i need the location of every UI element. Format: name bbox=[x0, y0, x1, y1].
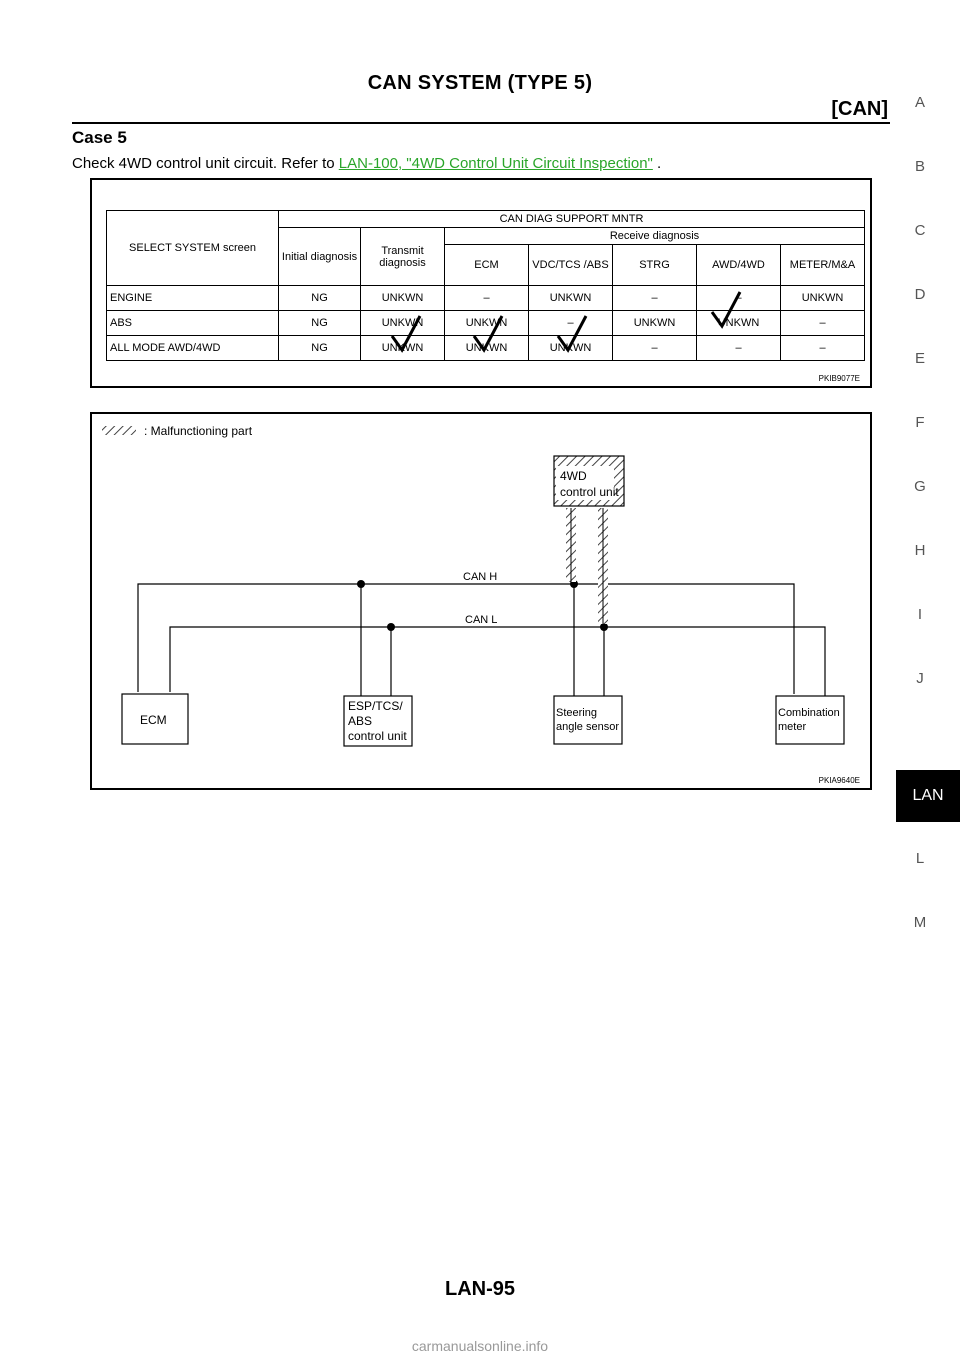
can-l-bus bbox=[170, 627, 825, 696]
legend-text: : Malfunctioning part bbox=[144, 424, 253, 438]
side-index-c[interactable]: C bbox=[914, 222, 926, 239]
side-index-b[interactable]: B bbox=[914, 158, 925, 175]
page-title: CAN SYSTEM (TYPE 5) bbox=[367, 72, 593, 94]
table-cell: – bbox=[529, 311, 613, 336]
side-index-a[interactable]: A bbox=[914, 94, 925, 111]
table-cell: UNKWN bbox=[361, 336, 445, 361]
figure-id: PKIA9640E bbox=[818, 776, 860, 785]
table-cell: UNKWN bbox=[781, 286, 865, 311]
can-h-label: CAN H bbox=[463, 571, 498, 583]
steering-can-l-junction bbox=[600, 623, 608, 631]
fourwd-label-line-1: 4WD bbox=[560, 469, 587, 483]
case-heading: Case 5 bbox=[72, 128, 127, 147]
table-cell: UNKWN bbox=[445, 336, 529, 361]
check-mark-icon bbox=[474, 316, 502, 350]
receive-diagnosis-header: Receive diagnosis bbox=[445, 228, 865, 245]
table-cell: NG bbox=[279, 286, 361, 311]
instruction-suffix: . bbox=[652, 155, 662, 172]
combination-label-line-1: Combination bbox=[778, 707, 840, 719]
side-index bbox=[896, 0, 960, 1358]
side-index-e[interactable]: E bbox=[914, 350, 925, 367]
esp-label-line-1: ESP/TCS/ bbox=[348, 699, 403, 713]
table-cell: UNKWN bbox=[529, 336, 613, 361]
transmit-diagnosis-header: Transmit diagnosis bbox=[361, 228, 445, 286]
instruction-text bbox=[72, 155, 661, 172]
side-index-f[interactable]: F bbox=[915, 414, 925, 431]
initial-diagnosis-header: Initial diagnosis bbox=[279, 228, 361, 286]
side-index-g[interactable]: G bbox=[914, 478, 926, 495]
row-label: ABS bbox=[107, 311, 279, 336]
check-mark-icon bbox=[712, 292, 740, 326]
col-meter: METER/M&A bbox=[781, 245, 865, 286]
side-index-d[interactable]: D bbox=[914, 286, 926, 303]
combination-label-line-2: meter bbox=[778, 721, 807, 733]
instruction-prefix: Check 4WD control unit circuit. Refer to bbox=[72, 155, 339, 172]
figure-id: PKIB9077E bbox=[818, 374, 860, 383]
fourwd-label-line-2: control unit bbox=[560, 485, 619, 499]
section-tag: [CAN] bbox=[831, 98, 888, 120]
watermark: carmanualsonline.info bbox=[411, 1338, 549, 1354]
table-cell: – bbox=[445, 286, 529, 311]
table-cell: UNKWN bbox=[697, 311, 781, 336]
side-index-l[interactable]: L bbox=[915, 850, 925, 867]
table-cell: NG bbox=[279, 336, 361, 361]
combination-meter-box bbox=[776, 696, 844, 744]
legend-hatch-swatch bbox=[102, 426, 136, 435]
table-cell: – bbox=[613, 286, 697, 311]
side-index-lan[interactable]: LAN bbox=[896, 770, 960, 822]
table-cell: – bbox=[613, 336, 697, 361]
select-system-header: SELECT SYSTEM screen bbox=[107, 211, 279, 286]
row-label: ALL MODE AWD/4WD bbox=[107, 336, 279, 361]
esp-can-l-junction bbox=[387, 623, 395, 631]
steering-label-line-1: Steering bbox=[556, 707, 597, 719]
table-cell: – bbox=[781, 336, 865, 361]
esp-can-h-junction bbox=[357, 580, 365, 588]
row-label: ENGINE bbox=[107, 286, 279, 311]
check-mark-icon bbox=[558, 316, 586, 350]
can-h-bus bbox=[138, 584, 794, 694]
col-awd: AWD/4WD bbox=[697, 245, 781, 286]
check-mark-icon bbox=[392, 316, 420, 350]
side-index-h[interactable]: H bbox=[914, 542, 926, 559]
can-circuit-diagram bbox=[92, 414, 870, 788]
header-rule bbox=[72, 122, 890, 124]
table-cell: – bbox=[697, 286, 781, 311]
side-index-i[interactable]: I bbox=[917, 606, 923, 623]
col-vdc: VDC/TCS /ABS bbox=[529, 245, 613, 286]
col-strg: STRG bbox=[613, 245, 697, 286]
esp-label-line-2: ABS bbox=[348, 714, 373, 728]
table-cell: – bbox=[697, 336, 781, 361]
ecm-label: ECM bbox=[140, 713, 167, 727]
inspection-link[interactable]: LAN-100, "4WD Control Unit Circuit Inspection" bbox=[338, 155, 653, 172]
steering-label-line-2: angle sensor bbox=[556, 721, 619, 733]
steering-angle-sensor-box bbox=[554, 696, 622, 744]
diagnosis-table-figure bbox=[90, 178, 872, 388]
table-cell: UNKWN bbox=[361, 286, 445, 311]
table-cell: UNKWN bbox=[613, 311, 697, 336]
side-index-m[interactable]: M bbox=[913, 914, 927, 931]
page-number: LAN-95 bbox=[444, 1278, 515, 1300]
side-index-j[interactable]: J bbox=[916, 670, 924, 687]
can-l-label: CAN L bbox=[465, 614, 498, 626]
table-cell: UNKWN bbox=[361, 311, 445, 336]
check-marks-overlay bbox=[92, 180, 870, 386]
can-diag-header: CAN DIAG SUPPORT MNTR bbox=[279, 211, 865, 228]
table-cell: NG bbox=[279, 311, 361, 336]
esp-label-line-3: control unit bbox=[348, 729, 407, 743]
table-cell: UNKWN bbox=[445, 311, 529, 336]
can-circuit-figure bbox=[90, 412, 872, 790]
table-cell: UNKWN bbox=[529, 286, 613, 311]
col-ecm: ECM bbox=[445, 245, 529, 286]
table-cell: – bbox=[781, 311, 865, 336]
